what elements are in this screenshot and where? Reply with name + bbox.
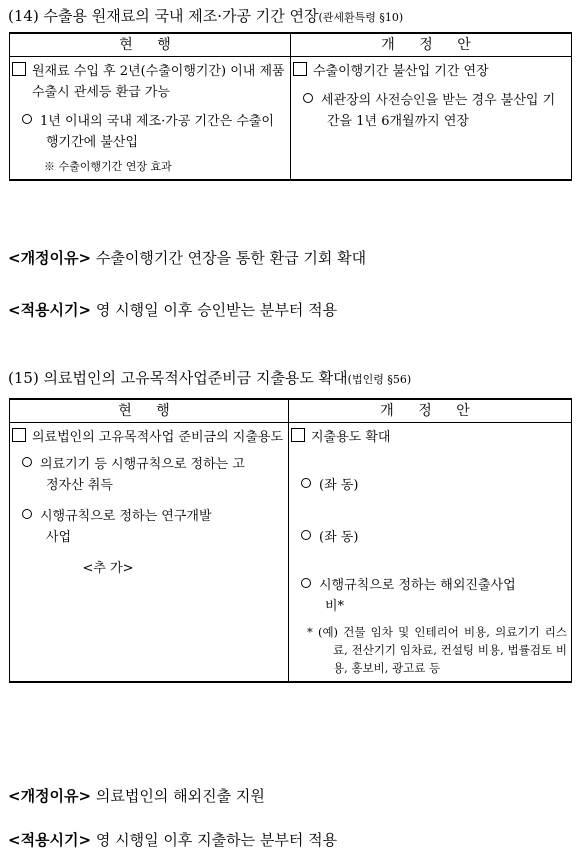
section-14-current-cell	[10, 57, 291, 181]
section-14-reason	[8, 248, 366, 268]
section-14-ref: (관세환특령 §10)	[318, 11, 404, 24]
current-sub-item-2	[12, 506, 284, 548]
column-current: 현 행	[10, 33, 291, 57]
circle-bullet-icon	[301, 530, 311, 540]
reason-label: <개정이유>	[8, 787, 92, 805]
revised-sub-item-1	[291, 475, 567, 496]
section-15-current-cell	[10, 423, 289, 683]
timing-label: <적용시기>	[8, 301, 92, 319]
current-sub-text: 1년 이내의 국내 제조·가공 기간은 수출이행기간에 불산입	[40, 114, 274, 150]
square-bullet-icon	[291, 428, 305, 442]
revised-main-text: 수출이행기간 불산입 기간 연장	[313, 64, 489, 79]
circle-bullet-icon	[22, 114, 32, 124]
revised-sub-text-3: 시행규칙으로 정하는 해외진출사업비*	[319, 578, 516, 614]
revised-sub-text-1: (좌 동)	[319, 478, 359, 493]
current-add-placeholder: <추 가>	[82, 561, 134, 576]
revised-main-item	[291, 427, 567, 448]
revised-note: * (예) 건물 임차 및 인테리어 비용, 의료기기 리스료, 전산기기 임차료, 컨설팅 비용, 법률검토 비용, 홍보비, 광고료 등	[307, 625, 567, 675]
current-main-text: 의료법인의 고유목적사업 준비금의 지출용도	[32, 430, 283, 445]
section-14-table	[9, 32, 572, 181]
section-15-revised-cell	[289, 423, 572, 683]
current-main-text: 원재료 수입 후 2년(수출이행기간) 이내 제품 수출시 관세등 환급 가능	[32, 64, 285, 100]
square-bullet-icon	[12, 62, 26, 76]
section-15-ref: (법인령 §56)	[347, 373, 412, 386]
revised-sub-text: 세관장의 사전승인을 받는 경우 불산입 기간을 1년 6개월까지 연장	[321, 93, 556, 129]
section-15-table	[9, 398, 572, 683]
revised-sub-text-2: (좌 동)	[319, 530, 359, 545]
square-bullet-icon	[293, 62, 307, 76]
circle-bullet-icon	[22, 457, 32, 467]
current-sub-item	[12, 111, 286, 153]
column-revised: 개 정 안	[289, 399, 572, 423]
section-15-reason	[8, 786, 265, 806]
timing-text: 영 시행일 이후 지출하는 분부터 적용	[95, 831, 338, 849]
circle-bullet-icon	[301, 578, 311, 588]
timing-text: 영 시행일 이후 승인받는 분부터 적용	[95, 301, 338, 319]
section-14-title	[8, 6, 403, 28]
reason-text: 의료법인의 해외진출 지원	[95, 787, 265, 805]
current-sub-item-1	[12, 454, 284, 496]
reason-label: <개정이유>	[8, 249, 92, 267]
section-14-title-text: (14) 수출용 원재료의 국내 제조·가공 기간 연장	[8, 7, 319, 25]
reason-text: 수출이행기간 연장을 통한 환급 기회 확대	[95, 249, 367, 267]
circle-bullet-icon	[301, 478, 311, 488]
section-15-title	[8, 368, 411, 390]
revised-sub-item-3	[291, 575, 567, 617]
circle-bullet-icon	[22, 509, 32, 519]
column-current: 현 행	[10, 399, 289, 423]
timing-label: <적용시기>	[8, 831, 92, 849]
revised-sub-item	[293, 90, 567, 132]
section-14-timing	[8, 300, 337, 320]
revised-sub-item-2	[291, 527, 567, 548]
revised-main-item	[293, 61, 567, 82]
current-main-item	[12, 61, 286, 103]
square-bullet-icon	[12, 428, 26, 442]
current-sub-text-1: 의료기기 등 시행규칙으로 정하는 고정자산 취득	[40, 457, 245, 493]
current-sub-text-2: 시행규칙으로 정하는 연구개발사업	[40, 509, 212, 545]
current-main-item	[12, 427, 284, 448]
circle-bullet-icon	[303, 93, 313, 103]
column-revised: 개 정 안	[291, 33, 572, 57]
section-15-timing	[8, 830, 337, 850]
current-note: ※ 수출이행기간 연장 효과	[44, 160, 172, 173]
section-14-revised-cell	[291, 57, 572, 181]
revised-main-text: 지출용도 확대	[311, 430, 391, 445]
section-15-title-text: (15) 의료법인의 고유목적사업준비금 지출용도 확대	[8, 369, 348, 387]
